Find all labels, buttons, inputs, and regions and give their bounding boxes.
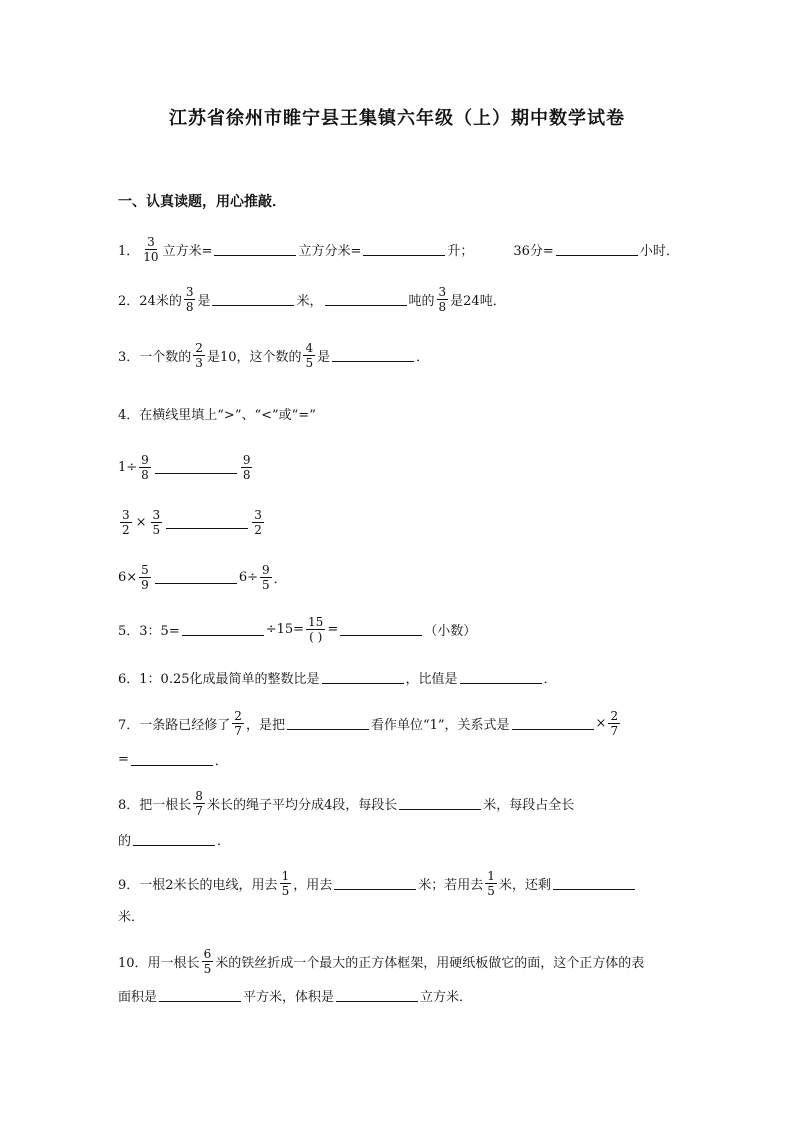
question-10 — [118, 944, 644, 978]
numerator: 2 — [234, 708, 242, 723]
text: 24米的 — [139, 293, 182, 309]
question-3 — [118, 338, 429, 372]
fraction — [260, 563, 272, 592]
answer-blank[interactable] — [553, 888, 635, 890]
answer-blank[interactable] — [322, 682, 404, 684]
answer-blank[interactable] — [336, 1000, 418, 1002]
text: 面积是 — [118, 989, 158, 1005]
denominator: 5 — [281, 883, 290, 898]
denominator: 5 — [305, 355, 314, 370]
denominator: 5 — [203, 961, 212, 976]
text: 立方米． — [420, 989, 473, 1005]
question-6 — [118, 660, 557, 694]
operator: × — [135, 514, 147, 530]
question-4c — [118, 560, 287, 594]
fraction — [193, 789, 205, 818]
question-2 — [118, 282, 506, 316]
text: 的 — [118, 833, 132, 849]
answer-blank[interactable] — [155, 472, 237, 474]
text: ，比值是 — [405, 671, 458, 687]
answer-blank[interactable] — [214, 254, 296, 256]
numerator: 9 — [261, 562, 270, 577]
text: 平方米，体积是 — [243, 989, 335, 1005]
denominator: 2 — [122, 522, 130, 537]
denominator: 8 — [242, 467, 251, 482]
numerator: 4 — [305, 340, 314, 355]
question-number: 1． — [118, 243, 140, 259]
text: 米的铁丝折成一个最大的正方体框架，用硬纸板做它的面，这个正方体的表 — [215, 955, 645, 971]
denominator: 9 — [141, 577, 149, 592]
text: 6× — [118, 569, 138, 585]
denominator: 8 — [141, 467, 149, 482]
fraction — [139, 563, 151, 592]
denominator: 2 — [254, 522, 262, 537]
text: 一条路已经修了 — [139, 717, 231, 733]
question-7 — [118, 706, 622, 740]
text: × — [595, 715, 607, 731]
text: ． — [543, 671, 557, 687]
question-number: 9． — [118, 877, 140, 893]
fraction — [306, 615, 325, 644]
numerator: 3 — [254, 507, 262, 522]
answer-blank[interactable] — [340, 634, 422, 636]
answer-blank[interactable] — [287, 728, 369, 730]
numerator: 3 — [438, 284, 447, 299]
text: 是 — [317, 349, 331, 365]
question-7-cont — [118, 742, 228, 776]
fraction — [120, 508, 132, 537]
answer-blank[interactable] — [363, 254, 445, 256]
answer-blank[interactable] — [159, 1000, 241, 1002]
fraction — [437, 285, 449, 314]
text: ，是把 — [245, 717, 285, 733]
text: 米， — [296, 293, 323, 309]
question-number: 3． — [118, 349, 140, 365]
text: 36分= — [513, 243, 554, 259]
fraction — [485, 869, 497, 898]
text: 立方米= — [162, 243, 213, 259]
text: 升； — [447, 243, 474, 259]
numerator: 9 — [242, 452, 251, 467]
text: ． — [416, 349, 430, 365]
text: 1÷ — [118, 459, 138, 475]
numerator: 9 — [141, 452, 149, 467]
text: 米长的绳子平均分成4段，每段长 — [206, 797, 398, 813]
question-1 — [118, 232, 679, 266]
question-8-cont — [118, 822, 230, 856]
text: 3：5= — [139, 623, 180, 639]
text: 米；若用去 — [418, 877, 484, 893]
answer-blank[interactable] — [556, 254, 638, 256]
text: 把一根长 — [139, 797, 192, 813]
answer-blank[interactable] — [512, 728, 594, 730]
denominator: 3 — [195, 355, 203, 370]
text: 在横线里填上“>”、“<”或“=” — [139, 407, 316, 423]
question-8 — [118, 786, 574, 820]
fraction — [232, 709, 244, 738]
question-number: 7． — [118, 717, 140, 733]
text: 是10，这个数的 — [206, 349, 302, 365]
text: （小数） — [424, 623, 477, 639]
denominator: 10 — [143, 249, 159, 264]
answer-blank[interactable] — [325, 304, 407, 306]
text: 一根2米长的电线，用去 — [139, 877, 278, 893]
text: ，用去 — [293, 877, 333, 893]
text: 吨的 — [408, 293, 435, 309]
question-number: 2． — [118, 293, 140, 309]
text: = — [327, 621, 339, 637]
fraction — [608, 709, 620, 738]
numerator: 2 — [610, 708, 619, 723]
fraction — [303, 341, 315, 370]
question-5 — [118, 612, 476, 646]
question-4a — [118, 450, 254, 484]
answer-blank[interactable] — [332, 360, 414, 362]
fraction — [193, 341, 205, 370]
question-number: 6． — [118, 671, 140, 687]
denominator: ( ) — [309, 629, 323, 644]
question-4 — [118, 396, 316, 430]
denominator: 5 — [152, 522, 161, 537]
answer-blank[interactable] — [212, 304, 294, 306]
denominator: 7 — [234, 723, 242, 738]
answer-blank[interactable] — [155, 582, 237, 584]
numerator: 1 — [281, 868, 290, 883]
text: 米，还剩 — [498, 877, 551, 893]
numerator: 3 — [185, 284, 194, 299]
numerator: 3 — [152, 507, 161, 522]
answer-blank[interactable] — [182, 634, 264, 636]
numerator: 2 — [195, 340, 203, 355]
numerator: 5 — [141, 562, 149, 577]
denominator: 7 — [610, 723, 619, 738]
question-number: 10． — [118, 955, 148, 971]
numerator: 3 — [122, 507, 130, 522]
text: 立方分米= — [298, 243, 362, 259]
text: 6÷ — [238, 569, 258, 585]
fraction — [151, 508, 163, 537]
denominator: 8 — [185, 299, 194, 314]
numerator: 3 — [147, 234, 155, 249]
section-heading: 一、认真读题，用心推敲． — [118, 194, 286, 210]
answer-blank[interactable] — [399, 808, 481, 810]
text: 米，每段占全长 — [483, 797, 575, 813]
text: 米． — [118, 909, 145, 925]
question-number: 5． — [118, 623, 140, 639]
fraction — [252, 508, 264, 537]
page-title: 江苏省徐州市睢宁县王集镇六年级（上）期中数学试卷 — [169, 108, 625, 129]
text: ÷15= — [265, 621, 305, 637]
numerator: 1 — [487, 868, 495, 883]
question-9 — [118, 866, 637, 900]
fraction — [280, 869, 292, 898]
denominator: 7 — [195, 803, 203, 818]
text: 1：0.25化成最简单的整数比是 — [139, 671, 320, 687]
fraction — [202, 947, 214, 976]
text: = — [118, 751, 129, 767]
answer-blank[interactable] — [131, 764, 213, 766]
answer-blank[interactable] — [166, 527, 248, 529]
answer-blank[interactable] — [133, 844, 215, 846]
answer-blank[interactable] — [334, 888, 416, 890]
fraction — [184, 285, 196, 314]
text: 小时． — [639, 243, 679, 259]
text: ． — [273, 571, 287, 587]
text: 看作单位“1”，关系式是 — [370, 717, 510, 733]
text: ． — [214, 753, 228, 769]
fraction — [241, 453, 253, 482]
denominator: 8 — [438, 299, 447, 314]
text: 是 — [197, 293, 211, 309]
denominator: 5 — [487, 883, 495, 898]
numerator: 15 — [308, 614, 324, 629]
question-number: 8． — [118, 797, 140, 813]
question-number: 4． — [118, 407, 140, 423]
text: 用一根长 — [147, 955, 200, 971]
text: 是24吨． — [450, 293, 506, 309]
fraction — [141, 235, 160, 264]
numerator: 8 — [195, 788, 203, 803]
question-4b — [118, 505, 266, 539]
denominator: 5 — [261, 577, 270, 592]
fraction — [139, 453, 151, 482]
question-9-cont — [118, 898, 144, 932]
text: 一个数的 — [139, 349, 192, 365]
answer-blank[interactable] — [460, 682, 542, 684]
question-10-cont — [118, 978, 472, 1012]
text: ． — [217, 833, 231, 849]
numerator: 6 — [203, 946, 212, 961]
